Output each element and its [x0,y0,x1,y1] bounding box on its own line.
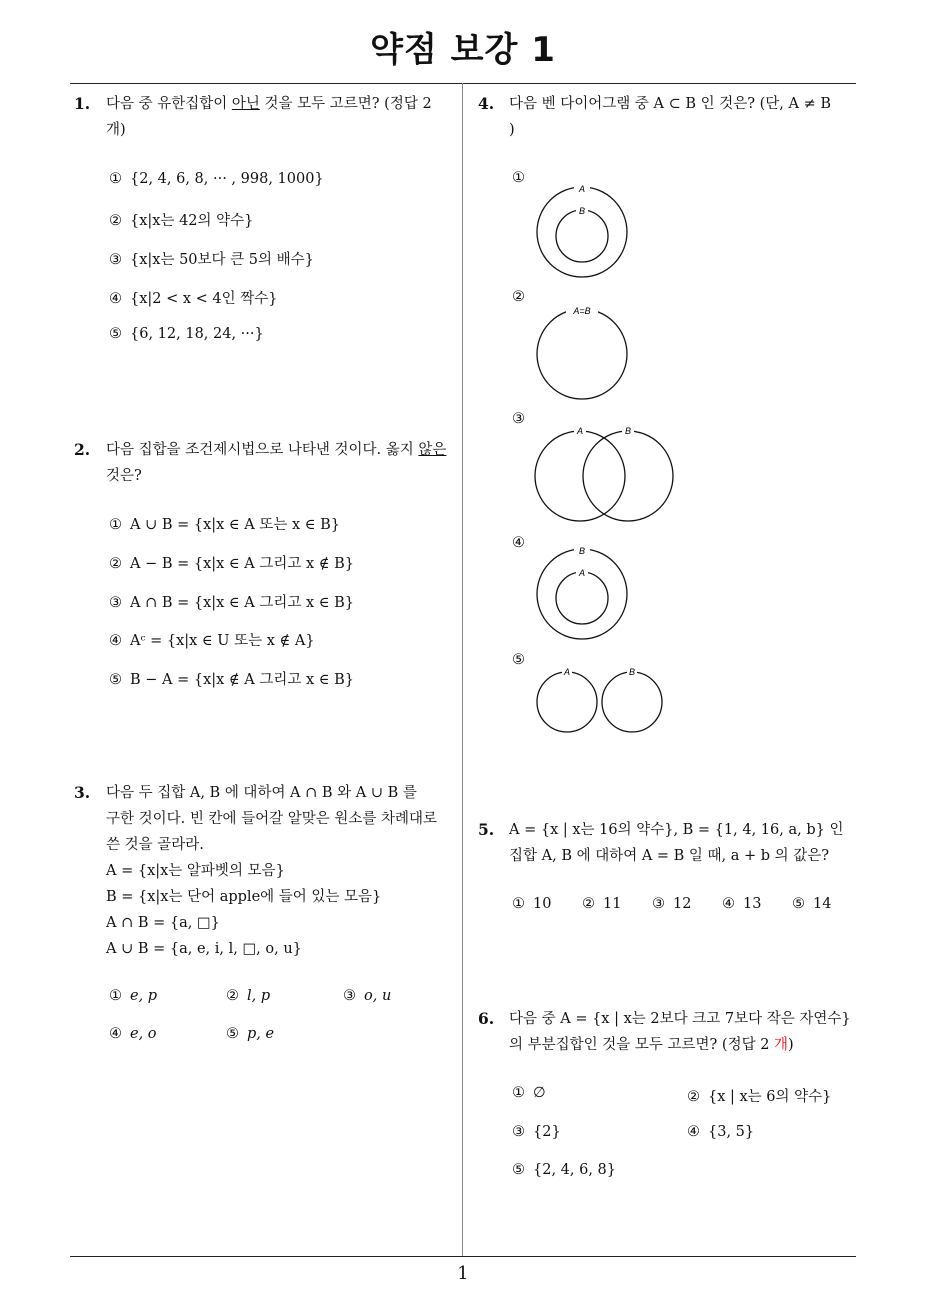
option-mark: ④ [512,535,525,551]
column-divider [462,83,463,1256]
question-text [106,780,461,962]
option-mark: ⑤ [109,326,122,342]
venn-label: A [576,426,584,436]
option-mark: ⑤ [512,1162,525,1178]
option-text: {x | x는 6의 약수} [708,1089,832,1105]
q5-option-2[interactable] [582,896,621,912]
option-mark: ⑤ [512,652,525,668]
question-line: 다음 두 집합 A, B 에 대하여 A ∩ B 와 A ∪ B 를 [106,785,417,801]
venn-diagram-5 [530,666,670,736]
question-text [106,437,461,489]
q2-option-4[interactable] [109,629,315,650]
question-number: 5. [478,820,495,839]
question-line: 집합 A, B 에 대하여 A = B 일 때, a + b 의 값은? [509,848,830,864]
question-text-part: 다음 중 유한집합이 [106,96,232,112]
highlighted-word: 개 [774,1037,789,1053]
top-rule [70,83,856,84]
question-line: 다음 벤 다이어그램 중 A ⊂ B 인 것은? (단, A ≠ B [509,96,831,112]
option-text: {3, 5} [708,1124,755,1140]
option-mark: ① [512,170,525,186]
venn-circle-b [602,672,662,732]
question-number: 4. [478,94,495,113]
option-text: 14 [813,896,832,912]
option-mark: ③ [109,595,122,611]
question-text-part: 다음 집합을 조건제시법으로 나타낸 것이다. 옳지 [106,442,419,458]
option-mark: ④ [109,291,122,307]
q3-option-2[interactable] [226,988,270,1004]
question-line: 구한 것이다. 빈 칸에 들어갈 알맞은 원소를 차례대로 [106,811,438,827]
venn-diagram-3 [530,424,680,524]
venn-label: B [578,546,586,556]
q1-option-1[interactable] [109,171,324,187]
option-mark: ① [109,517,122,533]
option-text: {2} [533,1124,561,1140]
q6-option-4[interactable] [687,1124,754,1140]
option-mark: ② [109,213,122,229]
option-text: e, p [130,988,158,1004]
question-text-part: 것을 모두 고르면? (정답 2 [259,96,432,112]
option-mark: ③ [343,988,356,1004]
option-text: Aᶜ = {x|x ∈ U 또는 x ∉ A} [130,633,315,649]
question-text [509,817,864,869]
option-mark: ② [226,988,239,1004]
question-number: 1. [74,94,91,113]
set-definition: A = {x|x는 알파벳의 모음} [106,863,285,879]
option-text: A ∩ B = {x|x ∈ A 그리고 x ∈ B} [130,595,354,611]
venn-label: A [578,568,586,578]
q3-option-3[interactable] [343,988,391,1004]
venn-label: B [624,426,632,436]
q6-option-1[interactable] [512,1085,546,1101]
q3-option-1[interactable] [109,988,157,1004]
set-definition: A ∩ B = {a, □} [106,915,220,931]
option-text: {6, 12, 18, 24, ···} [130,326,264,342]
venn-diagram-2 [530,304,640,400]
venn-label: A [578,184,586,194]
option-text: {2, 4, 6, 8} [533,1162,617,1178]
venn-label: A=B [573,306,591,316]
bottom-rule [70,1256,856,1257]
q5-option-3[interactable] [652,896,691,912]
page-title: 약점 보강 1 [370,30,556,70]
venn-circle [537,309,627,399]
option-text: {x|2 < x < 4인 짝수} [130,291,278,307]
underlined-word: 아닌 [231,96,260,112]
question-line [509,1032,864,1058]
option-text: B − A = {x|x ∉ A 그리고 x ∈ B} [130,672,354,688]
option-mark: ① [512,1085,525,1101]
q1-option-4[interactable] [109,287,278,308]
option-mark: ③ [512,411,525,427]
q2-option-5[interactable] [109,668,354,689]
option-text: {x|x는 42의 약수} [130,213,254,229]
venn-diagram-4 [530,546,640,642]
option-text: e, o [130,1026,157,1042]
option-mark: ② [687,1089,700,1105]
question-number: 3. [74,783,91,802]
q1-option-5[interactable] [109,326,264,342]
question-text-part: 것은? [106,468,142,484]
question-line: ) [509,122,515,138]
q6-option-2[interactable] [687,1085,831,1106]
option-mark: ④ [109,633,122,649]
venn-label: A [563,667,571,677]
q5-option-5[interactable] [792,896,831,912]
option-mark: ④ [722,896,735,912]
venn-label: B [628,667,636,677]
option-text: p, e [247,1026,275,1042]
q5-option-1[interactable] [512,896,551,912]
venn-circle-a [537,672,597,732]
option-mark: ④ [687,1124,700,1140]
q2-option-3[interactable] [109,591,354,612]
set-definition: A ∪ B = {a, e, i, l, □, o, u} [106,941,302,957]
q3-option-5[interactable] [226,1026,274,1042]
question-text-part: 개) [106,122,126,138]
page-number: 1 [457,1263,469,1284]
option-mark: ⑤ [109,672,122,688]
question-text-part: 의 부분집합인 것을 모두 고르면? (정답 2 [509,1037,775,1053]
option-text: 10 [533,896,552,912]
underlined-word: 않은 [418,442,447,458]
venn-circle-inner [556,210,608,262]
q2-option-2[interactable] [109,552,354,573]
q1-option-3[interactable] [109,248,314,269]
option-mark: ④ [109,1026,122,1042]
question-number: 6. [478,1009,495,1028]
q5-option-4[interactable] [722,896,761,912]
set-definition: B = {x|x는 단어 apple에 들어 있는 모음} [106,889,382,905]
option-mark: ⑤ [226,1026,239,1042]
option-mark: ② [109,556,122,572]
q4-option-2[interactable] [512,289,533,305]
option-mark: ⑤ [792,896,805,912]
option-mark: ① [109,988,122,1004]
option-text: o, u [364,988,392,1004]
option-mark: ③ [652,896,665,912]
question-line: 다음 중 A = {x | x는 2보다 크고 7보다 작은 자연수} [509,1011,851,1027]
question-text [509,1006,864,1058]
venn-diagram-1 [530,184,640,280]
option-mark: ③ [109,252,122,268]
question-text [509,91,859,143]
option-text: {2, 4, 6, 8, ··· , 998, 1000} [130,171,324,187]
option-text: ∅ [533,1085,546,1101]
venn-circle-b [583,431,673,521]
option-text: 12 [673,896,692,912]
q1-option-2[interactable] [109,209,253,230]
option-mark: ① [109,171,122,187]
option-mark: ③ [512,1124,525,1140]
question-line: 쓴 것을 골라라. [106,837,204,853]
venn-circle-a [535,431,625,521]
venn-label: B [578,206,586,216]
venn-circle-outer [537,549,627,639]
option-text: l, p [247,988,271,1004]
option-text: A ∪ B = {x|x ∈ A 또는 x ∈ B} [130,517,340,533]
question-text-part: ) [788,1037,794,1053]
option-text: {x|x는 50보다 큰 5의 배수} [130,252,314,268]
q2-option-1[interactable] [109,513,340,534]
option-mark: ② [582,896,595,912]
q3-option-4[interactable] [109,1026,157,1042]
question-text [106,91,461,143]
q6-option-5[interactable] [512,1162,616,1178]
question-line: A = {x | x는 16의 약수}, B = {1, 4, 16, a, b} 인 [509,822,844,838]
option-mark: ② [512,289,525,305]
q6-option-3[interactable] [512,1124,561,1140]
question-number: 2. [74,440,91,459]
venn-circle-inner [556,572,608,624]
venn-circle-outer [537,187,627,277]
option-text: A − B = {x|x ∈ A 그리고 x ∉ B} [130,556,354,572]
option-text: 11 [603,896,622,912]
option-mark: ① [512,896,525,912]
option-text: 13 [743,896,762,912]
